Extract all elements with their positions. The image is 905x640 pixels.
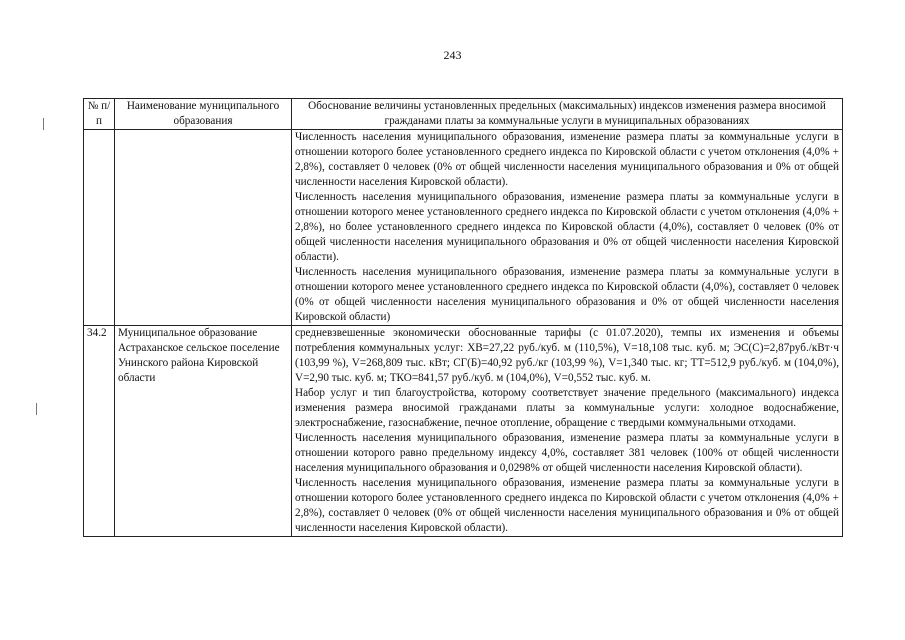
paragraph: средневзвешенные экономически обоснованные тарифы (с 01.07.2020), темпы их изменения и объемы потребления коммунальных услуг: ХВ=27,22 руб./куб. м (110,5%), V=18,108 тыс. куб. м; ЭС(С)=2,87руб./кВт·ч (103,99 %), V=268,809 тыс. кВт; СГ(Б)=40,92 руб./кг (103,99 %), V=1,340 тыс. кг; ТТ=512,9 руб./куб. м (104,0%), V=2,90 тыс. куб. м; ТКО=841,57 руб./куб. м (104,0%), V=0,552 тыс. куб. м.	[295, 327, 839, 384]
paragraph: Набор услуг и тип благоустройства, которому соответствует значение предельного (максимального) индекса изменения размера вносимой гражданами платы за коммунальные услуги: холодное водоснабжение, электроснабжение, газоснабжение, печное отопление, обращение с твердыми коммунальными отходами.	[295, 387, 839, 429]
justification-table	[83, 98, 843, 537]
row-number	[84, 130, 115, 326]
margin-mark	[43, 118, 44, 130]
row-municipality: Муниципальное образование Астраханское сельское поселение Унинского района Кировской области	[115, 326, 292, 537]
row-municipality	[115, 130, 292, 326]
paragraph: Численность населения муниципального образования, изменение размера платы за коммунальные услуги в отношении которого менее установленного среднего индекса по Кировской области (4,0%), составляет 0 человек (0% от общей численности населения муниципального образования и 0% от общей численности населения Кировской области)	[295, 266, 839, 323]
table-row	[84, 326, 843, 537]
table-header-row	[84, 99, 843, 130]
page-number: 243	[443, 48, 462, 62]
paragraph: Численность населения муниципального образования, изменение размера платы за коммунальные услуги в отношении которого равно предельному индексу 4,0%, составляет 381 человек (100% от общей численности населения муниципального образования и 0,0298% от общей численности населения Кировской области).	[295, 432, 839, 474]
paragraph: Численность населения муниципального образования, изменение размера платы за коммунальные услуги в отношении которого менее установленного среднего индекса по Кировской области с учетом отклонения (4,0% + 2,8%), но более установленного среднего индекса по Кировской области (4,0%), составляет 0 человек (0% от общей численности населения муниципального образования и 0% от общей численности населения Кировской области).	[295, 191, 839, 263]
margin-mark	[36, 403, 37, 415]
row-justification	[292, 130, 843, 326]
row-number: 34.2	[84, 326, 115, 537]
header-municipality: Наименование муниципального образования	[115, 99, 292, 130]
header-number: № п/п	[84, 99, 115, 130]
header-justification: Обоснование величины установленных предельных (максимальных) индексов изменения размера вносимой гражданами платы за коммунальные услуги в муниципальных образованиях	[292, 99, 843, 130]
row-justification	[292, 326, 843, 537]
paragraph: Численность населения муниципального образования, изменение размера платы за коммунальные услуги в отношении которого более установленного среднего индекса по Кировской области с учетом отклонения (4,0% + 2,8%), составляет 0 человек (0% от общей численности населения муниципального образования и 0% от общей численности населения Кировской области).	[295, 131, 839, 188]
table-row	[84, 130, 843, 326]
paragraph: Численность населения муниципального образования, изменение размера платы за коммунальные услуги в отношении которого более установленного среднего индекса по Кировской области с учетом отклонения (4,0% + 2,8%), составляет 0 человек (0% от общей численности населения муниципального образования и 0% от общей численности населения Кировской области).	[295, 477, 839, 534]
